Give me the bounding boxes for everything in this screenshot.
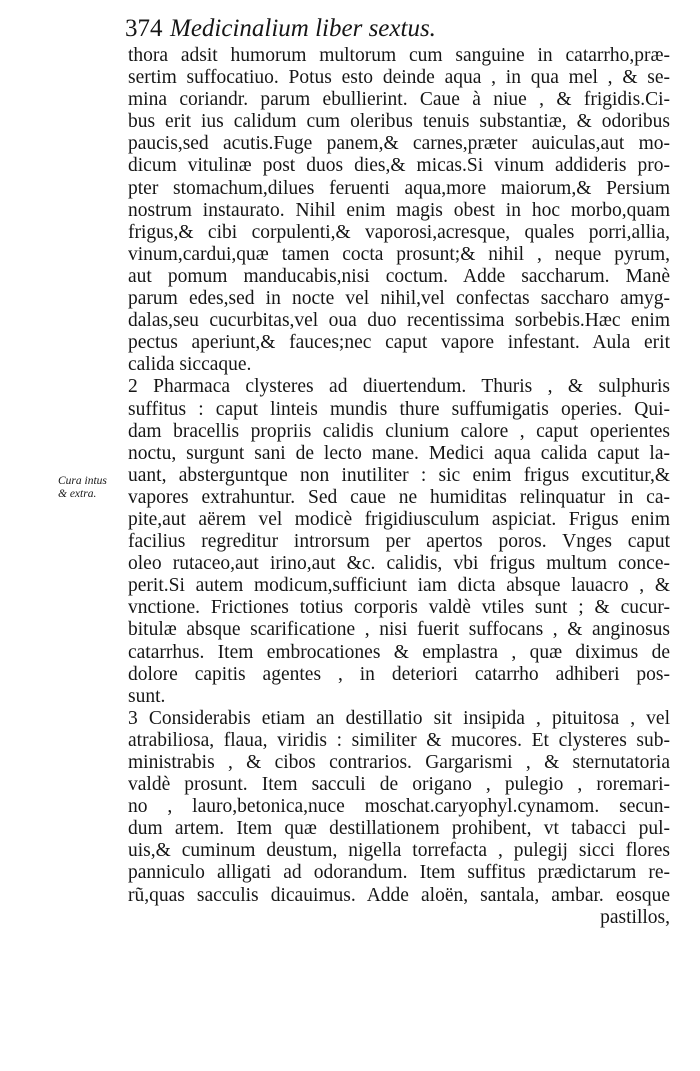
text-line: frigus,& cibi corpulenti,& vaporosi,acresque, quales porri,allia,: [128, 221, 670, 243]
text-line: uis,& cuminum deustum, nigella torrefacta , pulegij sicci flores: [128, 840, 670, 862]
body-text: [128, 45, 670, 929]
text-line: dalas,seu cucurbitas,vel oua duo recentissima sorbebis.Hæc enim: [128, 310, 670, 332]
text-line: pectus aperiunt,& fauces;nec caput vapore infestant. Aula erit: [128, 332, 670, 354]
text-line: noctu, surgunt sani de lecto mane. Medici aqua calida caput la-: [128, 442, 670, 464]
text-line: calida siccaque.: [128, 354, 252, 376]
text-line: nostrum instaurato. Nihil enim magis obest in hoc morbo,quam: [128, 199, 670, 221]
text-line: vapores extrahuntur. Sed caue ne humiditas relinquatur in ca-: [128, 486, 670, 508]
text-line: 3 Considerabis etiam an destillatio sit insipida , pituitosa , vel: [128, 707, 670, 729]
text-line: sertim suffocatiuo. Potus esto deinde aqua , in qua mel , & se-: [128, 67, 670, 89]
text-line: mina coriandr. parum ebullierint. Caue à niue , & frigidis.Ci-: [128, 89, 670, 111]
text-line: bus erit ius calidum cum oleribus tenuis substantiæ, & odoribus: [128, 111, 670, 133]
marginal-note-line: & extra.: [58, 488, 97, 500]
text-line: no , lauro,betonica,nuce moschat.caryophyl.cynamom. secun-: [128, 796, 670, 818]
running-header: [125, 14, 685, 48]
text-line: perit.Si autem modicum,sufficiunt iam dicta absque lauacro , &: [128, 575, 670, 597]
text-line: uant, absterguntque non inutiliter : sic enim frigus excutitur,&: [128, 464, 670, 486]
marginal-note-line: Cura intus: [58, 475, 107, 487]
text-line: dicum vitulinæ post duos dies,& micas.Si vinum addideris pro-: [128, 155, 670, 177]
text-line: oleo rutaceo,aut irino,aut &c. calidis, vbi frigus multum conce-: [128, 553, 670, 575]
page-number: 374: [125, 15, 163, 42]
text-line: panniculo alligati ad odorandum. Item suffitus prædictarum re-: [128, 862, 670, 884]
text-line: dolore capitis agentes , in deteriori catarrho adhiberi pos-: [128, 663, 670, 685]
text-line: 2 Pharmaca clysteres ad diuertendum. Thuris , & sulphuris: [128, 376, 670, 398]
text-line: vinum,cardui,quæ tamen cocta prosunt;& nihil , neque pyrum,: [128, 243, 670, 265]
text-line: parum edes,sed in nocte vel nihil,vel confectas saccharo amyg-: [128, 288, 670, 310]
text-line: pter stomachum,dilues feruenti aqua,more maiorum,& Persium: [128, 177, 670, 199]
text-line: atrabiliosa, flaua, viridis : similiter & mucores. Et clysteres sub-: [128, 729, 670, 751]
marginal-note: [58, 475, 124, 501]
text-line: valdè prosunt. Item sacculi de origano , pulegio , roremari-: [128, 774, 670, 796]
text-line: ministrabis , & cibos contrarios. Gargarismi , & sternutatoria: [128, 752, 670, 773]
text-line: suffitus : caput linteis mundis thure suffumigatis operies. Qui-: [128, 398, 670, 420]
text-line: paucis,sed acutis.Fuge panem,& carnes,præter auiculas,aut mo-: [128, 133, 670, 155]
text-line: thora adsit humorum multorum cum sanguine in catarrho,præ-: [128, 45, 670, 66]
text-line: vnctione. Frictiones totius corporis valdè vtiles sunt ; & cucur-: [128, 597, 670, 619]
text-line: aut pomum manducabis,nisi coctum. Adde saccharum. Manè: [128, 265, 670, 287]
text-line: pastillos,: [600, 906, 670, 928]
text-line: pite,aut aërem vel modicè frigidiusculum aspiciat. Frigus enim: [128, 508, 670, 530]
text-line: bitulæ absque scarificatione , nisi fuerit suffocans , & anginosus: [128, 619, 670, 641]
text-line: sunt.: [128, 685, 166, 707]
text-line: catarrhus. Item embrocationes & emplastra , quæ diximus de: [128, 641, 670, 663]
text-line: dum artem. Item quæ destillationem prohibent, vt tabacci pul-: [128, 818, 670, 840]
running-title: Medicinalium liber sextus.: [170, 15, 436, 42]
text-line: rũ,quas sacculis dicauimus. Adde aloën, santala, ambar. eosque: [128, 884, 670, 906]
text-line: dam bracellis propriis calidis clunium calore , caput operientes: [128, 420, 670, 442]
text-line: facilius regreditur introrsum per apertos poros. Vnges caput: [128, 531, 670, 553]
